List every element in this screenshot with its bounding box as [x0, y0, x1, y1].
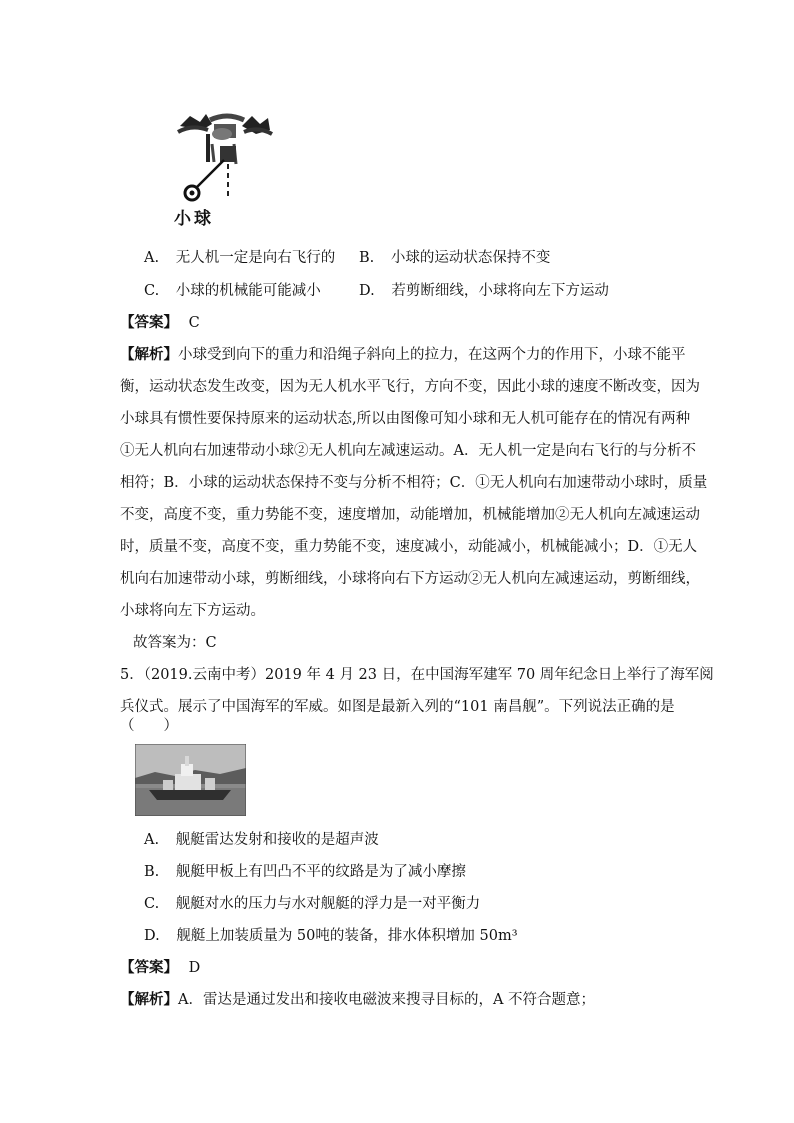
- q5-stem-line-2: 兵仪式。展示了中国海军的军威。如图是最新入列的“101 南昌舰”。下列说法正确的是: [120, 699, 675, 715]
- q4-analysis-line-6: 不变，高度不变，重力势能不变，速度增加，动能增加，机械能增加②无人机向左减速运动: [120, 507, 700, 523]
- q5-analysis: [120, 990, 595, 1010]
- q4-analysis-line-9: 小球将向左下方运动。: [120, 603, 265, 619]
- option-letter: C.: [144, 896, 160, 912]
- option-text: 小球的运动状态保持不变: [390, 250, 551, 266]
- option-letter: A.: [144, 832, 160, 848]
- answer-value: D: [188, 960, 201, 976]
- q4-analysis-line-3: 小球具有惯性要保持原来的运动状态,所以由图像可知小球和无人机可能存在的情况有两种: [120, 411, 691, 427]
- q5-option-c: [144, 894, 480, 914]
- q4-option-c: [144, 281, 321, 301]
- q5-stem-line-3: （ ）: [120, 718, 178, 734]
- q5-option-d: [144, 926, 518, 946]
- q5-option-a: [144, 830, 379, 850]
- analysis-text: 小球受到向下的重力和沿绳子斜向上的拉力，在这两个力的作用下，小球不能平: [178, 347, 686, 363]
- q4-option-d: [359, 281, 609, 301]
- option-letter: A.: [144, 250, 160, 266]
- analysis-text: A．雷达是通过发出和接收电磁波来搜寻目标的，A 不符合题意；: [178, 992, 596, 1008]
- q4-analysis-line-1: [120, 345, 686, 365]
- option-letter: C.: [144, 283, 160, 299]
- analysis-tag: 【解析】: [120, 991, 178, 1008]
- q4-analysis-line-2: 衡，运动状态发生改变，因为无人机水平飞行，方向不变，因此小球的速度不断改变，因为: [120, 379, 700, 395]
- q4-analysis-line-7: 时，质量不变，高度不变，重力势能不变，速度减小，动能减小，机械能减小；D．①无人: [120, 539, 698, 555]
- option-text: 舰艇对水的压力与水对舰艇的浮力是一对平衡力: [175, 896, 481, 912]
- option-text: 舰艇甲板上有凹凸不平的纹路是为了减小摩擦: [175, 864, 466, 880]
- q4-conclusion: 故答案为：C: [133, 635, 217, 651]
- option-letter: B.: [144, 864, 160, 880]
- q4-analysis-line-4: ①无人机向右加速带动小球②无人机向左减速运动。A．无人机一定是向右飞行的与分析不: [120, 443, 696, 459]
- answer-tag: 【答案】: [120, 959, 178, 976]
- q5-stem-line-1: 5．（2019.云南中考）2019 年 4 月 23 日，在中国海军建军 70 周年纪念日上举行了海军阅: [120, 667, 714, 683]
- warship-photo: [135, 744, 246, 816]
- answer-tag: 【答案】: [120, 314, 178, 331]
- q4-answer: [120, 313, 200, 333]
- option-letter: D.: [144, 928, 160, 944]
- q4-analysis-line-8: 机向右加速带动小球，剪断细线，小球将向右下方运动②无人机向左减速运动，剪断细线，: [120, 571, 700, 587]
- q4-option-a: [144, 248, 335, 268]
- drone-figure: [172, 104, 282, 234]
- option-text: 无人机一定是向右飞行的: [175, 250, 336, 266]
- q4-option-b: [359, 248, 550, 268]
- q5-answer: [120, 958, 200, 978]
- q5-option-b: [144, 862, 466, 882]
- option-text: 小球的机械能可能减小: [175, 283, 321, 299]
- option-letter: B.: [359, 250, 375, 266]
- analysis-tag: 【解析】: [120, 346, 178, 363]
- option-text: 舰艇雷达发射和接收的是超声波: [175, 832, 379, 848]
- option-text: 舰艇上加装质量为 50吨的装备，排水体积增加 50m³: [176, 928, 518, 944]
- warship-illustration: [135, 744, 246, 816]
- option-letter: D.: [359, 283, 375, 299]
- ball-label: 小球: [174, 209, 214, 229]
- answer-value: C: [188, 315, 200, 331]
- option-text: 若剪断细线，小球将向左下方运动: [391, 283, 609, 299]
- q4-analysis-line-5: 相符；B．小球的运动状态保持不变与分析不相符；C．①无人机向右加速带动小球时，质量: [120, 475, 708, 491]
